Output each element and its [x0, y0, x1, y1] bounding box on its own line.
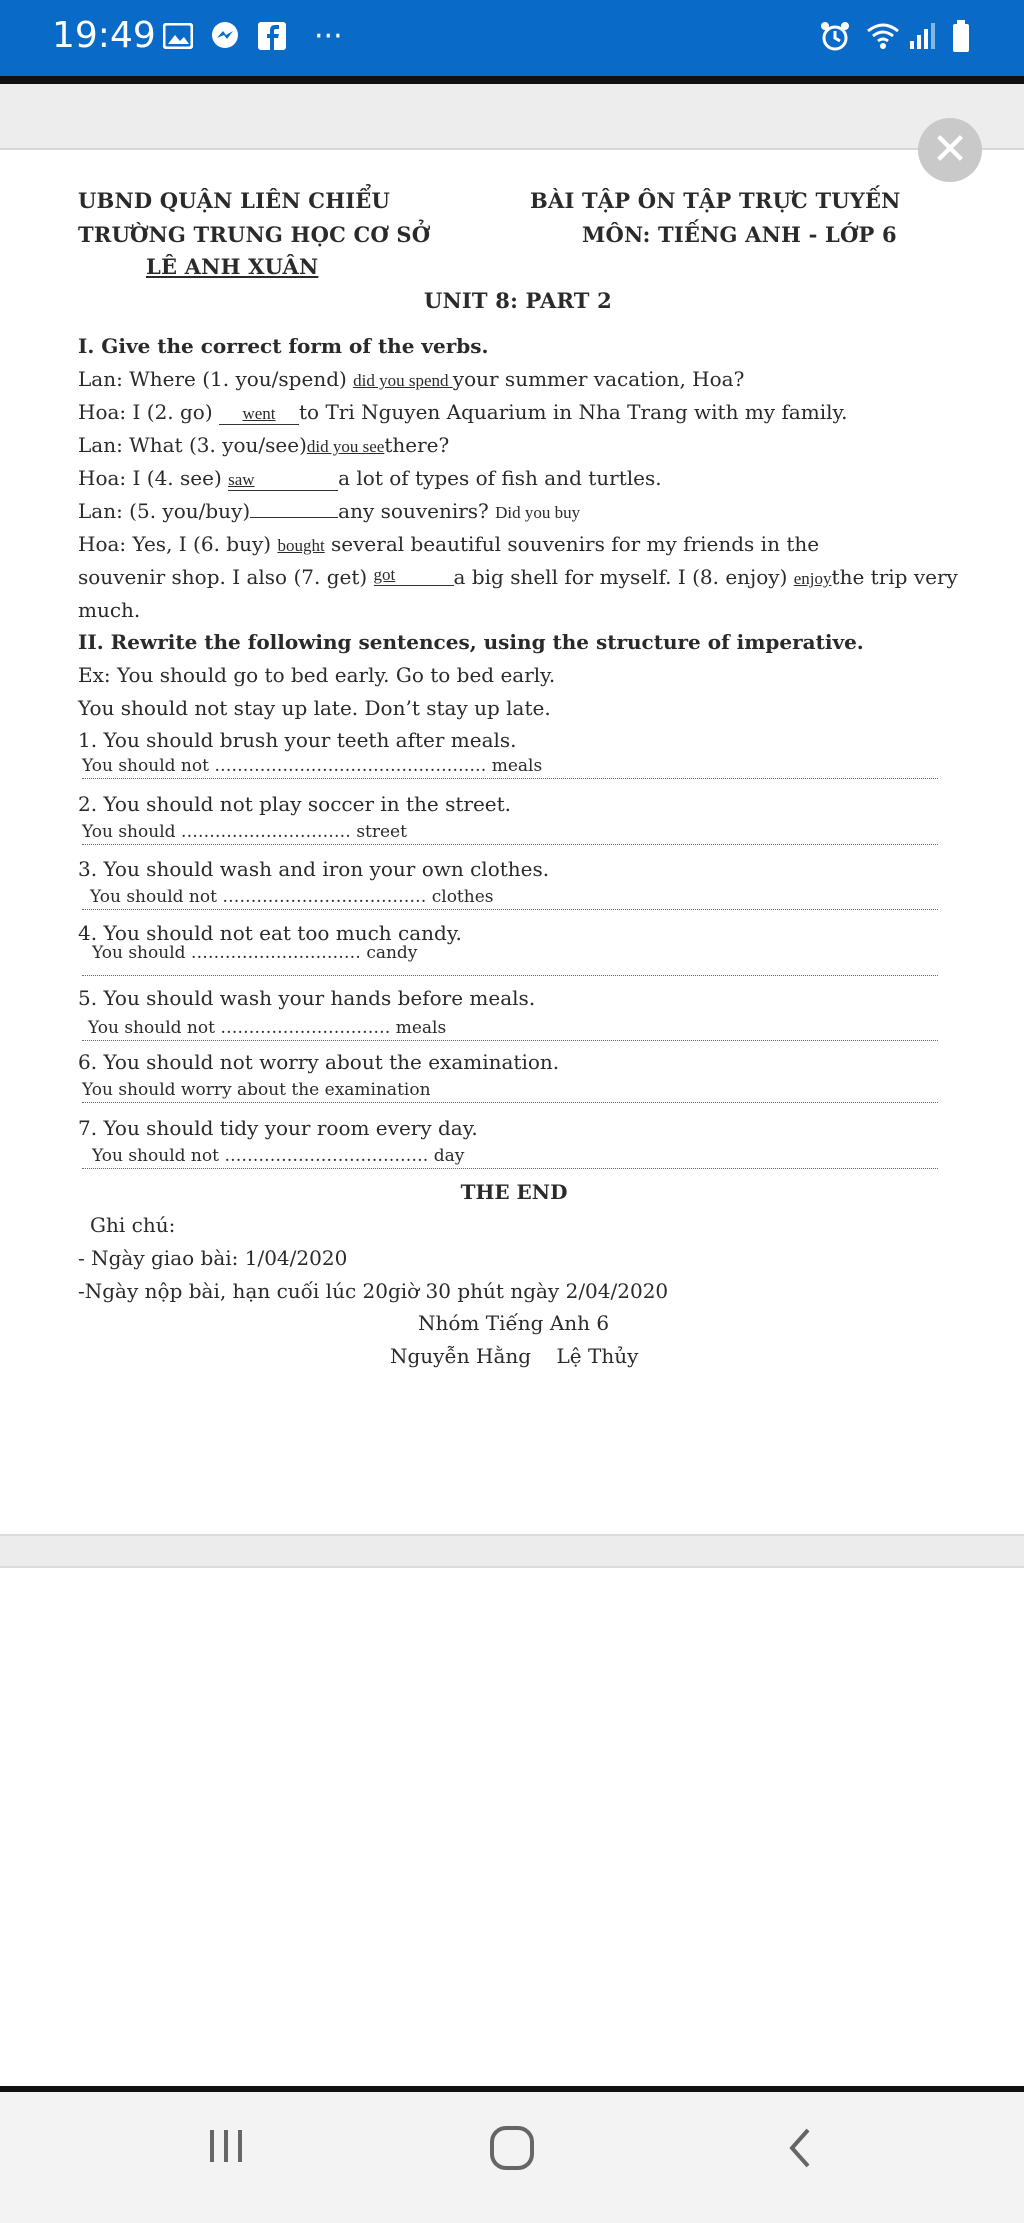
- question-2: 2. You should not play soccer in the street.: [78, 792, 512, 816]
- exercise1-line8: much.: [78, 598, 141, 622]
- header-right-1: BÀI TẬP ÔN TẬP TRỰC TUYẾN: [530, 188, 901, 213]
- header-left-1: UBND QUẬN LIÊN CHIỂU: [78, 188, 390, 213]
- example-2: You should not stay up late. Don’t stay up late.: [78, 696, 551, 720]
- document-page: [0, 150, 1024, 1530]
- question-4: 4. You should not eat too much candy.: [78, 921, 462, 945]
- answer-3: You should not ……………………………… clothes: [82, 887, 938, 910]
- more-notifications-icon: ···: [314, 18, 343, 54]
- recent-apps-icon: [204, 2126, 248, 2166]
- clock: 19:49: [52, 15, 156, 56]
- the-end: THE END: [460, 1180, 568, 1204]
- exercise1-line1: Lan: Where (1. you/spend) did you spend your summer vacation, Hoa?: [78, 367, 745, 391]
- example-1: Ex: You should go to bed early. Go to bed early.: [78, 663, 556, 687]
- app-bar-divider: [0, 76, 1024, 84]
- back-icon: [784, 2126, 814, 2170]
- exercise1-line6: Hoa: Yes, I (6. buy) bought several beautiful souvenirs for my friends in the: [78, 532, 820, 556]
- answer-6: You should worry about the examination: [82, 1080, 938, 1103]
- answer-2: You should ………………………… street: [82, 822, 938, 845]
- viewer-toolbar: [0, 84, 1024, 150]
- facebook-icon: [257, 18, 287, 54]
- home-icon: [488, 2126, 536, 2170]
- back-button[interactable]: [784, 2126, 814, 2181]
- wifi-icon: [866, 18, 900, 54]
- exercise1-line4: Hoa: I (4. see) saw a lot of types of fish and turtles.: [78, 466, 662, 490]
- question-6: 6. You should not worry about the examination.: [78, 1050, 560, 1074]
- answer-4: You should ………………………… candy: [82, 943, 938, 976]
- header-left-2: TRƯỜNG TRUNG HỌC CƠ SỞ: [78, 222, 431, 247]
- exercise1-line2: Hoa: I (2. go) went to Tri Nguyen Aquarium in Nha Trang with my family.: [78, 400, 848, 424]
- exercise1-line3: Lan: What (3. you/see)did you seethere?: [78, 433, 450, 457]
- exercise1-line5: Lan: (5. you/buy) any souvenirs? Did you buy: [78, 499, 581, 523]
- home-button[interactable]: [488, 2126, 536, 2181]
- question-1: 1. You should brush your teeth after meals.: [78, 728, 517, 752]
- close-icon: ✕: [931, 124, 969, 175]
- answer-7: You should not ……………………………… day: [82, 1146, 938, 1169]
- authors: Nguyễn Hằng Lệ Thủy: [390, 1344, 639, 1368]
- question-5: 5. You should wash your hands before meals.: [78, 986, 536, 1010]
- gallery-icon: [163, 18, 193, 54]
- section2-title: II. Rewrite the following sentences, using the structure of imperative.: [78, 630, 864, 654]
- messenger-icon: [209, 18, 241, 54]
- header-right-2: MÔN: TIẾNG ANH - LỚP 6: [582, 222, 897, 247]
- navigation-bar: [0, 2086, 1024, 2223]
- note-due-date: -Ngày nộp bài, hạn cuối lúc 20giờ 30 phút ngày 2/04/2020: [78, 1279, 669, 1303]
- recent-apps-button[interactable]: [204, 2126, 248, 2177]
- unit-title: UNIT 8: PART 2: [424, 288, 612, 313]
- question-3: 3. You should wash and iron your own clothes.: [78, 857, 550, 881]
- answer-1: You should not ………………………………………… meals: [82, 756, 938, 779]
- note-assign-date: - Ngày giao bài: 1/04/2020: [78, 1246, 348, 1270]
- battery-icon: [951, 18, 971, 54]
- header-left-3: LÊ ANH XUÂN: [146, 254, 319, 279]
- status-bar: [0, 0, 1024, 76]
- section1-title: I. Give the correct form of the verbs.: [78, 334, 489, 358]
- alarm-icon: [818, 18, 852, 54]
- note-title: Ghi chú:: [90, 1213, 176, 1237]
- page-separator: [0, 1534, 1024, 1568]
- exercise1-line7: souvenir shop. I also (7. get) got a big shell for myself. I (8. enjoy) enjoythe trip very: [78, 565, 958, 589]
- answer-5: You should not ………………………… meals: [82, 1018, 938, 1041]
- signal-icon: [908, 18, 936, 54]
- group-name: Nhóm Tiếng Anh 6: [418, 1311, 610, 1335]
- question-7: 7. You should tidy your room every day.: [78, 1116, 478, 1140]
- blank: [250, 517, 338, 518]
